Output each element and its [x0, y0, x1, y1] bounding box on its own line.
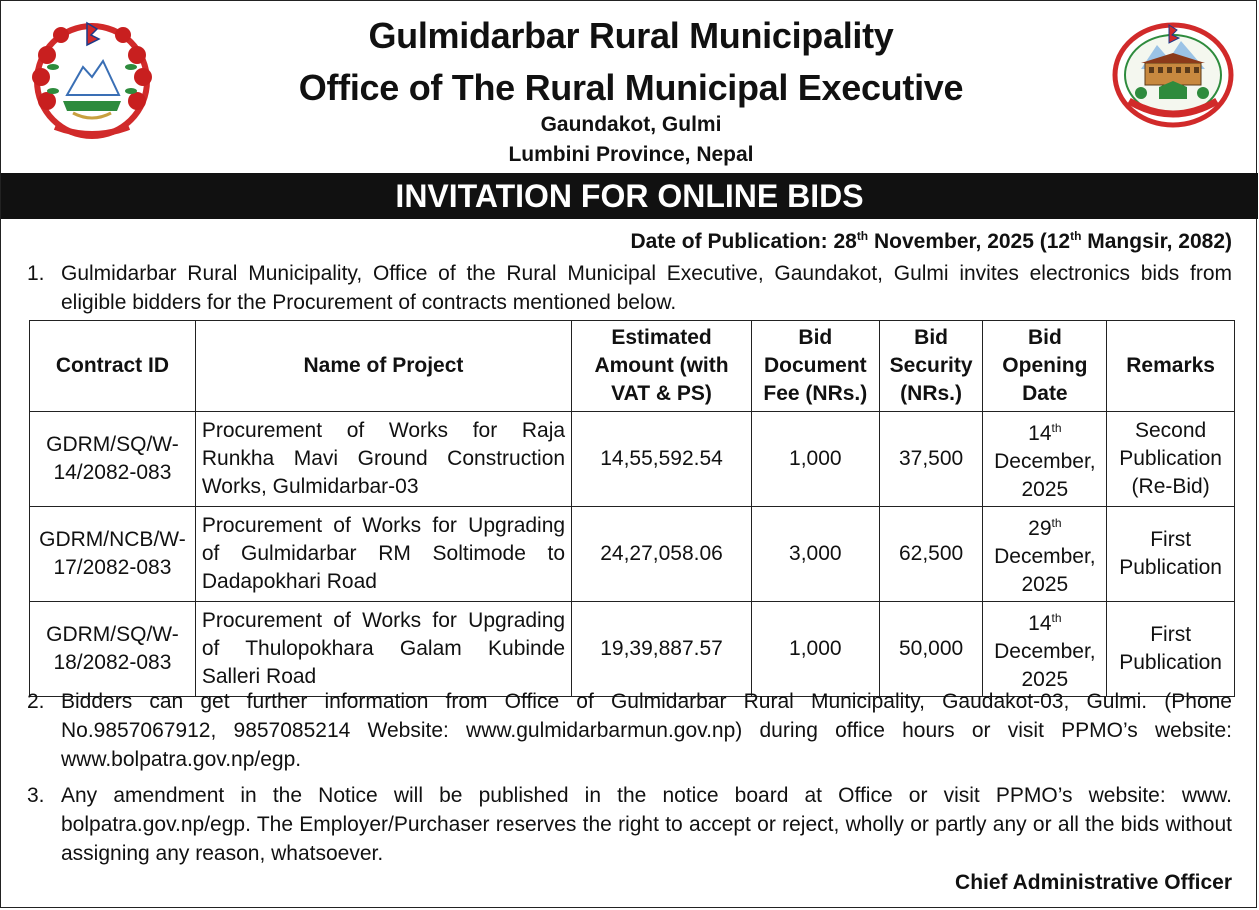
project-name: Procurement of Works for Upgrading of Thulopokhara Galam Kubinde Salleri Road — [195, 602, 571, 697]
remarks: Second Publication (Re-Bid) — [1107, 412, 1235, 507]
paragraph-2 — [27, 687, 1232, 774]
project-name: Procurement of Works for Upgrading of Gulmidarbar RM Soltimode to Dadapokhari Road — [195, 507, 571, 602]
bid-opening-date: 14th December, 2025 — [983, 412, 1107, 507]
paragraph-text: Gulmidarbar Rural Municipality, Office of the Rural Municipal Executive, Gaundakot, Gulmi invites electronics bids from eligible bidders for the Procurement of contracts mentioned below. — [61, 262, 1232, 314]
bid-security: 37,500 — [879, 412, 983, 507]
bid-security: 50,000 — [879, 602, 983, 697]
address-line-1: Gaundakot, Gulmi — [540, 113, 722, 136]
paragraph-number: 1. — [27, 262, 45, 285]
estimated-amount: 24,27,058.06 — [572, 507, 752, 602]
bid-opening-date: 14th December, 2025 — [983, 602, 1107, 697]
estimated-amount: 14,55,592.54 — [572, 412, 752, 507]
col-header-project: Name of Project — [195, 321, 571, 412]
contract-id: GDRM/SQ/W-18/2082-083 — [30, 602, 196, 697]
address-line-2: Lumbini Province, Nepal — [508, 143, 754, 166]
col-header-opening: Bid Opening Date — [983, 321, 1107, 412]
bid-document-fee: 3,000 — [751, 507, 879, 602]
bid-security: 62,500 — [879, 507, 983, 602]
table-row — [30, 507, 1235, 602]
paragraph-1 — [27, 259, 1232, 317]
municipality-title: Gulmidarbar Rural Municipality — [368, 15, 894, 56]
office-title: Office of The Rural Municipal Executive — [298, 67, 964, 108]
notice-banner: INVITATION FOR ONLINE BIDS — [1, 173, 1258, 219]
paragraph-number: 3. — [27, 784, 45, 807]
bid-opening-date: 29th December, 2025 — [983, 507, 1107, 602]
paragraph-text: Bidders can get further information from Office of Gulmidarbar Rural Municipality, Gaudakot-03, Gulmi. (Phone No.9857067912, 9857085214 Website: www.gulmidarbarmun.gov.np) during office hours or visit PPMO’s website: www.bolpatra.gov.np/egp. — [61, 690, 1232, 771]
col-header-fee: Bid Document Fee (NRs.) — [751, 321, 879, 412]
publication-date: Date of Publication: 28th November, 2025 (12th Mangsir, 2082) — [630, 229, 1232, 253]
paragraph-3 — [27, 781, 1232, 868]
remarks: First Publication — [1107, 507, 1235, 602]
nepal-emblem-icon — [25, 15, 159, 143]
municipality-logo-icon — [1111, 19, 1236, 129]
signoff: Chief Administrative Officer — [955, 871, 1232, 894]
col-header-security: Bid Security (NRs.) — [879, 321, 983, 412]
col-header-amount: Estimated Amount (with VAT & PS) — [572, 321, 752, 412]
bids-table — [29, 320, 1235, 697]
paragraph-number: 2. — [27, 690, 45, 713]
table-header-row — [30, 321, 1235, 412]
remarks: First Publication — [1107, 602, 1235, 697]
bid-document-fee: 1,000 — [751, 412, 879, 507]
col-header-contract-id: Contract ID — [30, 321, 196, 412]
bid-document-fee: 1,000 — [751, 602, 879, 697]
contract-id: GDRM/SQ/W-14/2082-083 — [30, 412, 196, 507]
contract-id: GDRM/NCB/W-17/2082-083 — [30, 507, 196, 602]
paragraph-text: Any amendment in the Notice will be published in the notice board at Office or visit PPMO’s website: www. bolpatra.gov.np/egp. The Employer/Purchaser reserves the right to accept or reject, wholly or partly any or all the bids without assigning any reason, whatsoever. — [61, 784, 1232, 865]
project-name: Procurement of Works for Raja Runkha Mavi Ground Construction Works, Gulmidarbar-03 — [195, 412, 571, 507]
estimated-amount: 19,39,887.57 — [572, 602, 752, 697]
table-row — [30, 412, 1235, 507]
col-header-remarks: Remarks — [1107, 321, 1235, 412]
table-row — [30, 602, 1235, 697]
